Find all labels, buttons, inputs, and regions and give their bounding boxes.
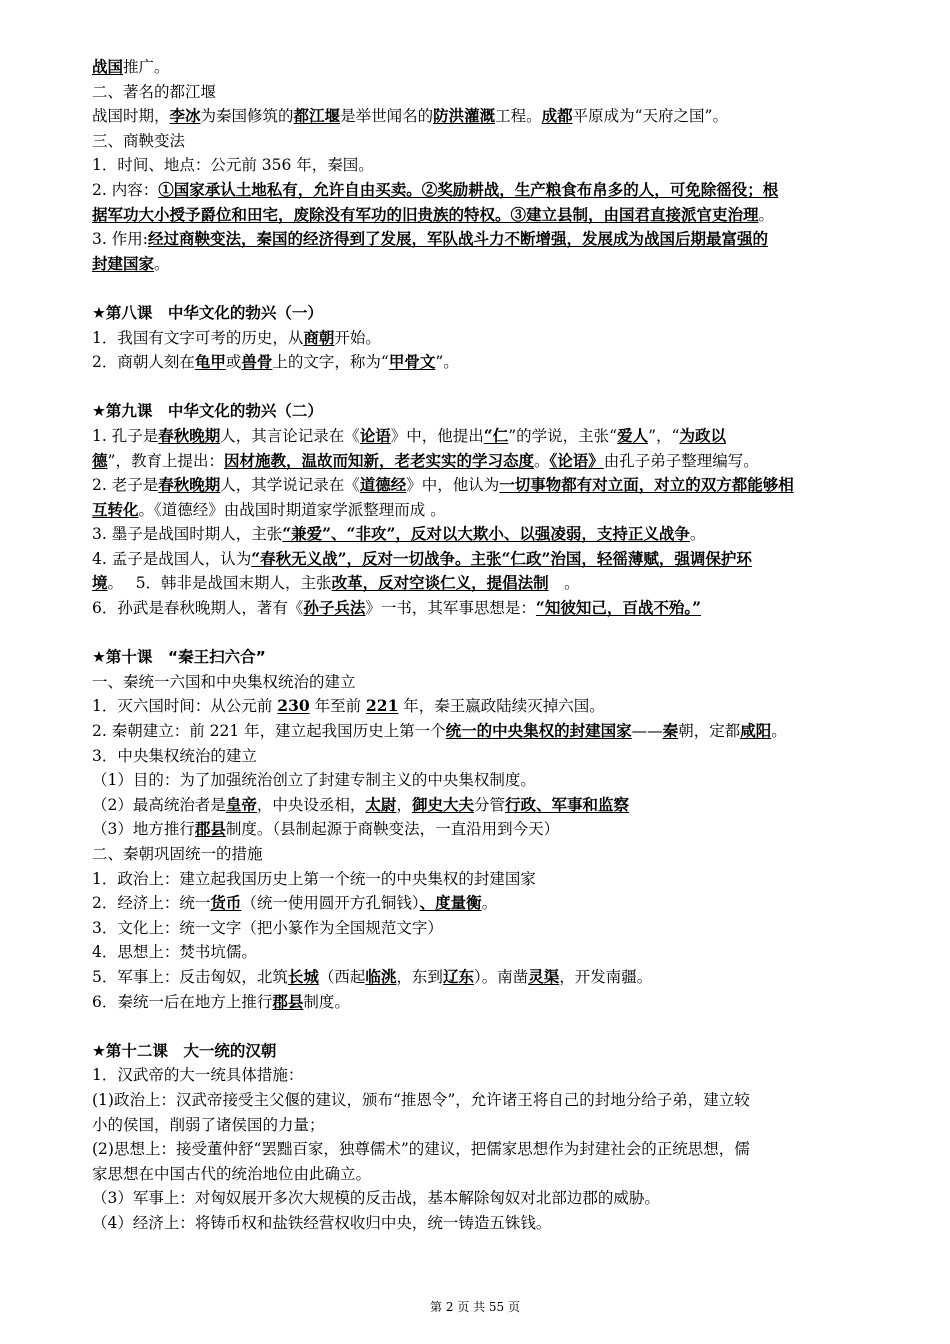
text-run: ，中央设丞相，	[256, 795, 366, 814]
text-run: 朝，定都	[678, 722, 741, 741]
blank-line	[92, 276, 912, 301]
text-run: 。 5．韩非是战国末期人，主张	[107, 574, 332, 593]
key-term: “仁	[483, 425, 509, 445]
text-run: 1．时间、地点：公元前 356 年，秦国。	[92, 156, 374, 175]
text-run: 一、秦统一六国和中央集权统治的建立	[92, 672, 356, 691]
text-run: 5．军事上：反击匈奴，北筑	[92, 967, 288, 986]
text-line	[92, 867, 912, 892]
text-line	[92, 178, 912, 203]
text-run: 2．经济上：统一	[92, 894, 211, 913]
key-term: 据军功大小授予爵位和田宅，废除没有军功的旧贵族的特权。③建立县制，由国君直接派官吏治理	[92, 204, 759, 224]
text-run: 平原成为“天府之国”。	[572, 107, 728, 126]
text-run: （2）最高统治者是	[92, 795, 226, 814]
text-run: ”，“	[648, 426, 680, 445]
text-line	[92, 793, 912, 818]
text-run: 2. 老子是	[92, 476, 159, 495]
key-term: 御史大夫	[411, 794, 474, 814]
text-line	[92, 547, 912, 572]
key-term: 战国	[92, 57, 124, 76]
text-line	[92, 522, 912, 547]
key-term: 太尉	[365, 794, 397, 814]
text-line	[92, 940, 912, 965]
text-line	[92, 694, 912, 719]
text-line	[92, 55, 912, 80]
text-run: 4．思想上：焚书坑儒。	[92, 943, 257, 962]
text-run: 1．汉武帝的大一统具体措施：	[92, 1066, 304, 1085]
lesson-heading	[92, 399, 912, 424]
text-line	[92, 227, 912, 252]
key-term: 德	[92, 450, 108, 470]
text-run: ”。	[435, 353, 459, 372]
lesson-heading	[92, 301, 912, 326]
text-run: ★第十二课 大一统的汉朝	[92, 1041, 277, 1060]
text-run: 制度。（县制起源于商鞅变法，一直沿用到今天）	[225, 820, 560, 839]
text-run: 。	[771, 722, 787, 741]
text-run: ★第十课 “秦王扫六合”	[92, 648, 266, 667]
text-line	[92, 1211, 912, 1236]
key-term: 《论语》	[549, 450, 604, 470]
text-run: 。	[548, 574, 580, 593]
text-run: (1)政治上：汉武帝接受主父偃的建议，颁布“推恩令”，允许诸王将自己的封地分给子弟，建立较	[92, 1090, 750, 1109]
text-line	[92, 1137, 912, 1162]
key-term: 为政以	[679, 425, 726, 445]
text-line	[92, 1063, 912, 1088]
text-run: 二、著名的都江堰	[92, 82, 217, 101]
text-run: ”，教育上提出：	[107, 451, 224, 470]
key-term: 一切事物都有对立面，对立的双方都能够相	[499, 475, 794, 495]
text-run: 是举世闻名的	[340, 107, 434, 126]
text-line	[92, 104, 912, 129]
text-run: 制度。	[303, 992, 350, 1011]
key-term: 防洪灌溉	[433, 106, 496, 126]
text-run: 1．灭六国时间：从公元前	[92, 697, 278, 716]
text-line	[92, 153, 912, 178]
text-line	[92, 990, 912, 1015]
text-line	[92, 891, 912, 916]
text-run: 3. 墨子是战国时期人，主张	[92, 525, 283, 544]
text-run: 3．中央集权统治的建立	[92, 746, 257, 765]
text-line	[92, 350, 912, 375]
text-line	[92, 473, 912, 498]
text-run: 》中，他认为	[406, 476, 500, 495]
text-run: ”的学说，主张“	[508, 426, 618, 445]
text-line	[92, 1186, 912, 1211]
key-term: “知彼知己，百战不殆。”	[535, 598, 701, 618]
key-term: 灵渠	[528, 966, 560, 986]
lesson-heading	[92, 645, 912, 670]
key-term: 230	[277, 696, 310, 716]
text-run: 分管	[473, 795, 505, 814]
text-line	[92, 129, 912, 154]
text-run: 。	[758, 205, 775, 224]
blank-line	[92, 375, 912, 400]
text-run: 。	[533, 451, 550, 470]
text-line	[92, 670, 912, 695]
text-run: 3．文化上：统一文字（把小篆作为全国规范文字）	[92, 918, 443, 937]
text-run: ）。南凿	[473, 967, 529, 986]
key-term: 经过商鞅变法，秦国的经济得到了发展，军队战斗力不断增强，发展成为战国后期最富强的	[147, 229, 768, 249]
text-line	[92, 498, 912, 523]
text-run: 3. 作用:	[92, 230, 148, 249]
text-run: 6．孙武是春秋晚期人，著有《	[92, 599, 304, 618]
key-term: 行政、军事和监察	[504, 794, 629, 814]
text-line	[92, 916, 912, 941]
document-body	[92, 55, 912, 1236]
key-term: 春秋晚期	[158, 425, 221, 445]
text-run: 1．政治上：建立起我国历史上第一个统一的中央集权的封建国家	[92, 869, 536, 888]
blank-line	[92, 621, 912, 646]
key-term: 、度量衡	[419, 893, 482, 913]
key-term: 统一的中央集权的封建国家	[445, 721, 632, 741]
key-term: 境	[92, 573, 108, 593]
key-term: 郡县	[272, 991, 304, 1011]
key-term: 封建国家	[92, 253, 155, 273]
text-run: 2. 秦朝建立：前 221 年，建立起我国历史上第一个	[92, 722, 446, 741]
text-run: 人，其学说记录在《	[220, 476, 360, 495]
text-run: 三、商鞅变法	[92, 131, 186, 150]
key-term: 皇帝	[225, 794, 257, 814]
text-run: 由孔子弟子整理编写。	[603, 451, 759, 470]
text-line	[92, 965, 912, 990]
key-term: 郡县	[194, 819, 226, 839]
text-run: （3）军事上：对匈奴展开多次大规模的反击战，基本解除匈奴对北部边郡的威胁。	[92, 1189, 660, 1208]
key-term: 改革，反对空谈仁义，提倡法制	[331, 573, 549, 593]
text-run: 。	[154, 254, 170, 273]
key-term: 长城	[287, 966, 319, 986]
text-line	[92, 719, 912, 744]
text-run: 。《道德经》由战国时期道家学派整理而成 。	[138, 500, 446, 519]
key-term: 临洮	[365, 966, 397, 986]
text-run: （西起	[318, 967, 366, 986]
key-term: ①国家承认土地私有，允许自由买卖。②奖励耕战，生产粮食布帛多的人，可免除徭役；根	[158, 179, 779, 199]
lesson-heading	[92, 1039, 912, 1064]
text-run: 1．我国有文字可考的历史，从	[92, 328, 304, 347]
text-run: ，东到	[396, 967, 443, 986]
text-run: 推广。	[123, 58, 170, 76]
text-run: ，	[396, 795, 412, 814]
key-term: 辽东	[442, 966, 474, 986]
text-line	[92, 744, 912, 769]
key-term: 爱人	[617, 425, 649, 445]
key-term: 咸阳	[740, 721, 772, 741]
text-run: 上的文字，称为“	[272, 353, 389, 372]
text-run: 》中，他提出	[390, 426, 484, 445]
key-term: 论语	[359, 425, 391, 445]
text-line	[92, 817, 912, 842]
text-run: 战国时期，	[92, 107, 170, 126]
key-term: 孙子兵法	[303, 598, 366, 618]
key-term: 货币	[210, 893, 242, 913]
text-run: 4. 孟子是战国人，认为	[92, 549, 252, 568]
text-run: （4）经济上：将铸币权和盐铁经营权收归中央，统一铸造五铢钱。	[92, 1213, 552, 1232]
blank-line	[92, 1014, 912, 1039]
key-term: 兽骨	[241, 352, 273, 372]
text-run: (2)思想上：接受董仲舒“罢黜百家，独尊儒术”的建议，把儒家思想作为封建社会的正统思想，儒	[92, 1140, 750, 1159]
key-term: “兼爱”、“非攻”，反对以大欺小、以强凌弱，支持正义战争	[282, 524, 690, 544]
key-term: 都江堰	[293, 106, 341, 126]
text-run: 年至前	[309, 697, 367, 716]
text-line	[92, 449, 912, 474]
text-run: ★第八课 中华文化的勃兴（一）	[92, 303, 323, 322]
text-line	[92, 1088, 912, 1113]
text-run: 家思想在中国古代的统治地位由此确立。	[92, 1164, 372, 1183]
text-run: 2．商朝人刻在	[92, 353, 195, 372]
text-run: 为秦国修筑的	[200, 107, 294, 126]
text-line	[92, 80, 912, 105]
text-run: （统一使用圆开方孔铜钱）	[241, 894, 420, 913]
key-term: 李冰	[169, 106, 201, 126]
text-run: ，开发南疆。	[559, 967, 653, 986]
text-run: 二、秦朝巩固统一的措施	[92, 845, 263, 863]
text-run: 》一书，其军事思想是：	[365, 599, 536, 618]
text-line	[92, 203, 912, 228]
text-line	[92, 768, 912, 793]
key-term: 因材施教，温故而知新，老老实实的学习态度	[223, 450, 534, 470]
text-line	[92, 1113, 912, 1138]
key-term: “春秋无义战”，反对一切战争。主张“仁政”治国，轻徭薄赋，强调保护环	[251, 548, 752, 568]
key-term: 秦	[662, 721, 679, 741]
key-term: 道德经	[359, 475, 407, 495]
key-term: 互转化	[92, 499, 139, 519]
text-run: 2. 内容：	[92, 180, 159, 199]
text-run: ——	[631, 722, 663, 741]
text-run: 小的侯国，削弱了诸侯国的力量；	[92, 1115, 325, 1134]
text-run: 年，秦王嬴政陆续灭掉六国。	[398, 697, 605, 716]
text-run: 。	[689, 525, 706, 544]
key-term: 商朝	[303, 327, 335, 347]
text-line	[92, 252, 912, 277]
key-term: 春秋晚期	[158, 475, 221, 495]
key-term: 龟甲	[194, 352, 226, 372]
key-term: 甲骨文	[388, 352, 436, 372]
text-line	[92, 424, 912, 449]
text-run: 开始。	[334, 328, 381, 347]
key-term: 221	[366, 696, 399, 716]
text-run: 工程。	[495, 107, 542, 126]
text-run: ★第九课 中华文化的勃兴（二）	[92, 402, 323, 421]
text-line	[92, 842, 912, 867]
text-line	[92, 1162, 912, 1187]
text-run: 1. 孔子是	[92, 426, 159, 445]
text-line	[92, 326, 912, 351]
text-run: 6．秦统一后在地方上推行	[92, 992, 273, 1011]
page-footer: 第 2 页 共 55 页	[430, 1300, 520, 1314]
text-run: 人，其言论记录在《	[220, 426, 360, 445]
text-run: 。	[481, 894, 498, 913]
text-line	[92, 596, 912, 621]
text-run: 或	[225, 353, 242, 372]
text-line	[92, 571, 912, 596]
key-term: 成都	[541, 106, 573, 126]
text-run: （1）目的：为了加强统治创立了封建专制主义的中央集权制度。	[92, 771, 536, 790]
text-run: （3）地方推行	[92, 820, 195, 839]
